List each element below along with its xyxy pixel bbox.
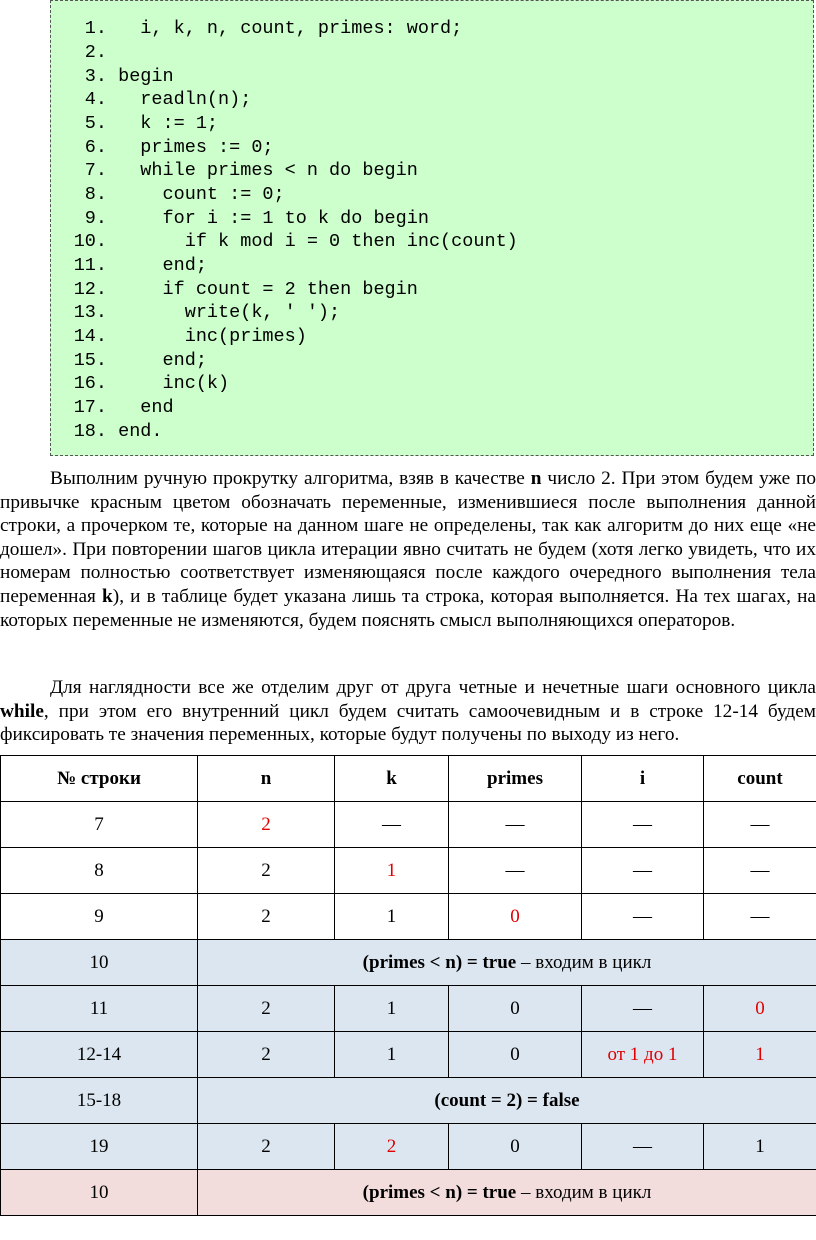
code-line: 18. end. [73, 421, 163, 442]
table-row-condition [1, 1078, 816, 1124]
code-line: 8. count := 0; [84, 184, 285, 205]
cell-line: 10 [1, 1170, 198, 1216]
table-row [1, 986, 816, 1032]
code-line: 14. inc(primes) [73, 326, 307, 347]
code-line: 1. i, k, n, count, primes: word; [84, 18, 463, 39]
cell-primes: 0 [449, 986, 582, 1032]
cell-i: — [582, 1124, 704, 1170]
cell-primes: — [449, 848, 582, 894]
code-line: 13. write(k, ' '); [73, 302, 341, 323]
cell-i: — [582, 986, 704, 1032]
cell-i: — [582, 848, 704, 894]
cell-count: — [704, 802, 816, 848]
cell-primes: 0 [449, 1032, 582, 1078]
cell-n: 2 [198, 802, 335, 848]
table-row [1, 1124, 816, 1170]
code-line: 15. end; [73, 350, 207, 371]
cell-line: 19 [1, 1124, 198, 1170]
cell-k: 1 [335, 894, 449, 940]
cell-primes: 0 [449, 894, 582, 940]
cell-n: 2 [198, 1032, 335, 1078]
header-line: № строки [1, 756, 198, 802]
code-line: 12. if count = 2 then begin [73, 279, 418, 300]
header-i: i [582, 756, 704, 802]
cell-count: 1 [704, 1032, 816, 1078]
cell-count: 0 [704, 986, 816, 1032]
table-row [1, 848, 816, 894]
bold-while: while [0, 700, 44, 722]
cell-line: 8 [1, 848, 198, 894]
code-line: 9. for i := 1 to k do begin [84, 208, 429, 229]
cell-k: 2 [335, 1124, 449, 1170]
cell-condition: (primes < n) = true – входим в цикл [198, 940, 816, 986]
cell-n: 2 [198, 894, 335, 940]
code-line: 10. if k mod i = 0 then inc(count) [73, 231, 518, 252]
cell-line: 9 [1, 894, 198, 940]
code-line: 3. begin [84, 66, 174, 87]
cell-count: — [704, 848, 816, 894]
table-row-condition [1, 1170, 816, 1216]
cell-n: 2 [198, 848, 335, 894]
cell-n: 2 [198, 986, 335, 1032]
table-row [1, 1032, 816, 1078]
cell-i: от 1 до 1 [582, 1032, 704, 1078]
code-line: 7. while primes < n do begin [84, 160, 418, 181]
code-line: 11. end; [73, 255, 207, 276]
table-row-condition [1, 940, 816, 986]
cell-line: 10 [1, 940, 198, 986]
cell-line: 11 [1, 986, 198, 1032]
table-row [1, 802, 816, 848]
header-k: k [335, 756, 449, 802]
cell-k: — [335, 802, 449, 848]
cell-condition: (primes < n) = true – входим в цикл [198, 1170, 816, 1216]
trace-table [0, 755, 816, 1216]
paragraph-explanation: Выполним ручную прокрутку алгоритма, взяв в качестве n число 2. При этом будем уже по привычке красным цветом обозначать переменные, изменившиеся после выполнения данной строки, а прочерком те, которые на данном шаге не определены, так как алгоритм до них еще «не дошел». При повторении шагов цикла итерации явно считать не будем (хотя легко увидеть, что их номерам полностью соответствует изменяющаяся после каждого очередного выполнения тела переменная k), и в таблице будет указана лишь та строка, которая выполняется. На тех шагах, на которых переменные не изменяются, будем пояснять смысл выполняющихся операторов. [0, 468, 816, 631]
code-line: 16. inc(k) [73, 373, 230, 394]
cell-count: 1 [704, 1124, 816, 1170]
code-listing [50, 0, 814, 456]
code-line: 2. [84, 42, 107, 63]
table-header-row [1, 756, 816, 802]
cell-line: 12-14 [1, 1032, 198, 1078]
paragraph-while-note: Для наглядности все же отделим друг от друга четные и нечетные шаги основного цикла while, при этом его внутренний цикл будем считать самоочевидным и в строке 12-14 будем фиксировать те значения переменных, которые будут получены по выходу из него. [0, 677, 816, 746]
header-primes: primes [449, 756, 582, 802]
cell-i: — [582, 894, 704, 940]
code-line: 6. primes := 0; [84, 137, 274, 158]
code-line: 17. end [73, 397, 174, 418]
cell-n: 2 [198, 1124, 335, 1170]
bold-n: n [530, 468, 542, 489]
cell-count: — [704, 894, 816, 940]
cell-k: 1 [335, 1032, 449, 1078]
code-line: 4. readln(n); [84, 89, 252, 110]
cell-i: — [582, 802, 704, 848]
header-n: n [198, 756, 335, 802]
bold-k: k [102, 585, 113, 607]
cell-line: 15-18 [1, 1078, 198, 1124]
code-line: 5. k := 1; [84, 113, 219, 134]
cell-primes: 0 [449, 1124, 582, 1170]
header-count: count [704, 756, 816, 802]
table-row [1, 894, 816, 940]
cell-k: 1 [335, 986, 449, 1032]
cell-primes: — [449, 802, 582, 848]
cell-line: 7 [1, 802, 198, 848]
cell-k: 1 [335, 848, 449, 894]
cell-condition: (count = 2) = false [198, 1078, 816, 1124]
